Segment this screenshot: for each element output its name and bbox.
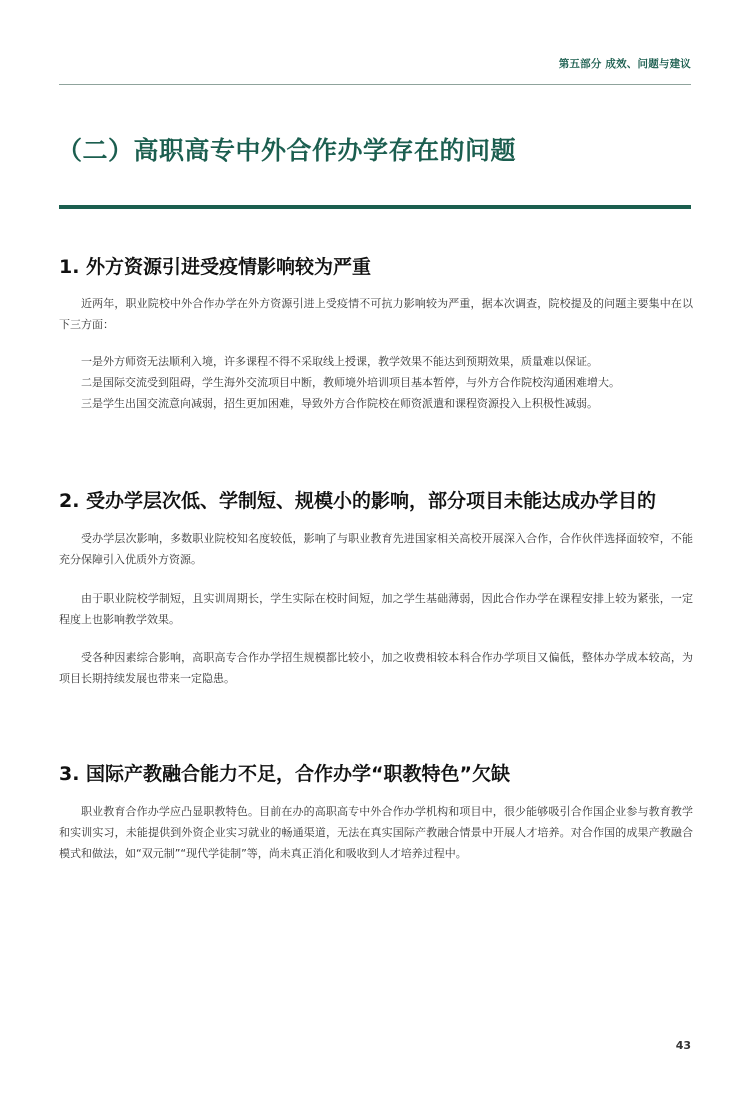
section-2-paragraph-1: 受办学层次影响，多数职业院校知名度较低，影响了与职业教育先进国家相关高校开展深入合作，合作伙伴选择面较窄，不能充分保障引入优质外方资源。 [59, 532, 693, 566]
chapter-title-underline [59, 205, 691, 209]
section-3-heading: 3. 国际产教融合能力不足，合作办学“职教特色”欠缺 [59, 763, 511, 785]
section-1-heading: 1. 外方资源引进受疫情影响较为严重 [59, 256, 372, 278]
section-1-intro-paragraph: 近两年，职业院校中外合作办学在外方资源引进上受疫情不可抗力影响较为严重，据本次调查，院校提及的问题主要集中在以下三方面： [59, 297, 693, 331]
chapter-title: （二）高职高专中外合作办学存在的问题 [57, 136, 517, 165]
section-2-heading: 2. 受办学层次低、学制短、规模小的影响，部分项目未能达成办学目的 [59, 490, 657, 512]
section-1-item-3: 三是学生出国交流意向减弱，招生更加困难，导致外方合作院校在师资派遣和课程资源投入上积极性减弱。 [81, 397, 598, 410]
header-divider [59, 84, 691, 85]
section-1-item-2: 二是国际交流受到阻碍，学生海外交流项目中断，教师境外培训项目基本暂停，与外方合作院校沟通困难增大。 [81, 376, 620, 389]
section-3-paragraph-1: 职业教育合作办学应凸显职教特色。目前在办的高职高专中外合作办学机构和项目中，很少能够吸引合作国企业参与教育教学和实训实习，未能提供到外资企业实习就业的畅通渠道，无法在真实国际产教融合情景中开展人才培养。对合作国的成果产教融合模式和做法，如“双元制”“现代学徒制”等，尚未真正消化和吸收到人才培养过程中。 [59, 805, 693, 860]
section-1-item-1: 一是外方师资无法顺利入境，许多课程不得不采取线上授课，教学效果不能达到预期效果，质量难以保证。 [81, 355, 598, 368]
section-2-paragraph-2: 由于职业院校学制短，且实训周期长，学生实际在校时间短，加之学生基础薄弱，因此合作办学在课程安排上较为紧张，一定程度上也影响教学效果。 [59, 592, 693, 626]
running-header-section-label: 第五部分 成效、问题与建议 [558, 58, 691, 70]
section-2-paragraph-3: 受各种因素综合影响，高职高专合作办学招生规模都比较小，加之收费相较本科合作办学项目又偏低，整体办学成本较高，为项目长期持续发展也带来一定隐患。 [59, 651, 693, 685]
page-number: 43 [675, 1039, 691, 1052]
